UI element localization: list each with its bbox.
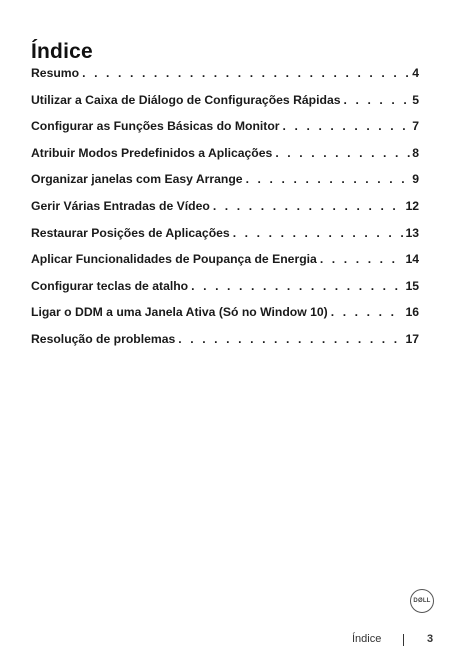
toc-entry-label: Utilizar a Caixa de Diálogo de Configurações Rápidas (31, 92, 341, 107)
toc-entry-easy-arrange[interactable] (31, 172, 419, 199)
toc-entry-configuracoes-rapidas[interactable] (31, 93, 419, 120)
toc-entry-label: Restaurar Posições de Aplicações (31, 225, 230, 240)
toc-leader-dots (344, 93, 411, 107)
toc-entry-janela-ativa[interactable] (31, 305, 419, 332)
toc-entry-funcoes-basicas[interactable] (31, 119, 419, 146)
table-of-contents (31, 66, 419, 359)
toc-entry-label: Resumo (31, 66, 80, 80)
toc-entry-resumo[interactable] (31, 66, 419, 93)
toc-entry-page: 16 (405, 305, 419, 320)
page-title: Índice (31, 40, 93, 64)
toc-entry-poupanca-energia[interactable] (31, 252, 419, 279)
toc-entry-entradas-video[interactable] (31, 199, 419, 226)
toc-entry-page: 7 (412, 119, 419, 134)
toc-leader-dots (178, 332, 403, 346)
toc-entry-resolucao-problemas[interactable] (31, 332, 419, 359)
toc-leader-dots (320, 252, 404, 266)
page-footer (0, 633, 467, 649)
footer-divider (403, 634, 404, 646)
toc-entry-label: Configurar as Funções Básicas do Monitor (31, 119, 280, 134)
dell-logo-icon (410, 589, 434, 613)
toc-entry-page: 17 (405, 331, 419, 346)
toc-entry-label: Organizar janelas com Easy Arrange (31, 172, 243, 187)
toc-entry-label: Resolução de problemas (31, 331, 176, 346)
toc-entry-page: 14 (405, 252, 419, 267)
toc-leader-dots (191, 279, 403, 293)
toc-leader-dots (283, 119, 411, 133)
footer-page-number: 3 (427, 633, 434, 645)
toc-leader-dots (275, 146, 410, 160)
toc-leader-dots (213, 199, 404, 213)
dell-logo-text: DØLL (413, 598, 431, 604)
toc-entry-restaurar-posicoes[interactable] (31, 226, 419, 253)
toc-entry-page: 9 (412, 172, 419, 187)
toc-entry-page: 12 (405, 198, 419, 213)
toc-entry-label: Gerir Várias Entradas de Vídeo (31, 198, 210, 213)
footer-section-name: Índice (352, 633, 382, 645)
toc-entry-page: 4 (412, 66, 419, 80)
toc-entry-teclas-atalho[interactable] (31, 279, 419, 306)
toc-entry-label: Ligar o DDM a uma Janela Ativa (Só no Window 10) (31, 305, 328, 320)
toc-entry-page: 5 (412, 92, 419, 107)
toc-entry-label: Atribuir Modos Predefinidos a Aplicações (31, 145, 273, 160)
toc-entry-label: Aplicar Funcionalidades de Poupança de Energia (31, 252, 317, 267)
toc-leader-dots (233, 226, 404, 240)
toc-entry-page: 15 (405, 278, 419, 293)
toc-entry-modos-predefinidos[interactable] (31, 146, 419, 173)
toc-leader-dots (82, 66, 410, 80)
toc-entry-page: 13 (405, 225, 419, 240)
toc-leader-dots (331, 305, 404, 319)
toc-entry-page: 8 (412, 145, 419, 160)
toc-leader-dots (246, 172, 411, 186)
toc-entry-label: Configurar teclas de atalho (31, 278, 189, 293)
